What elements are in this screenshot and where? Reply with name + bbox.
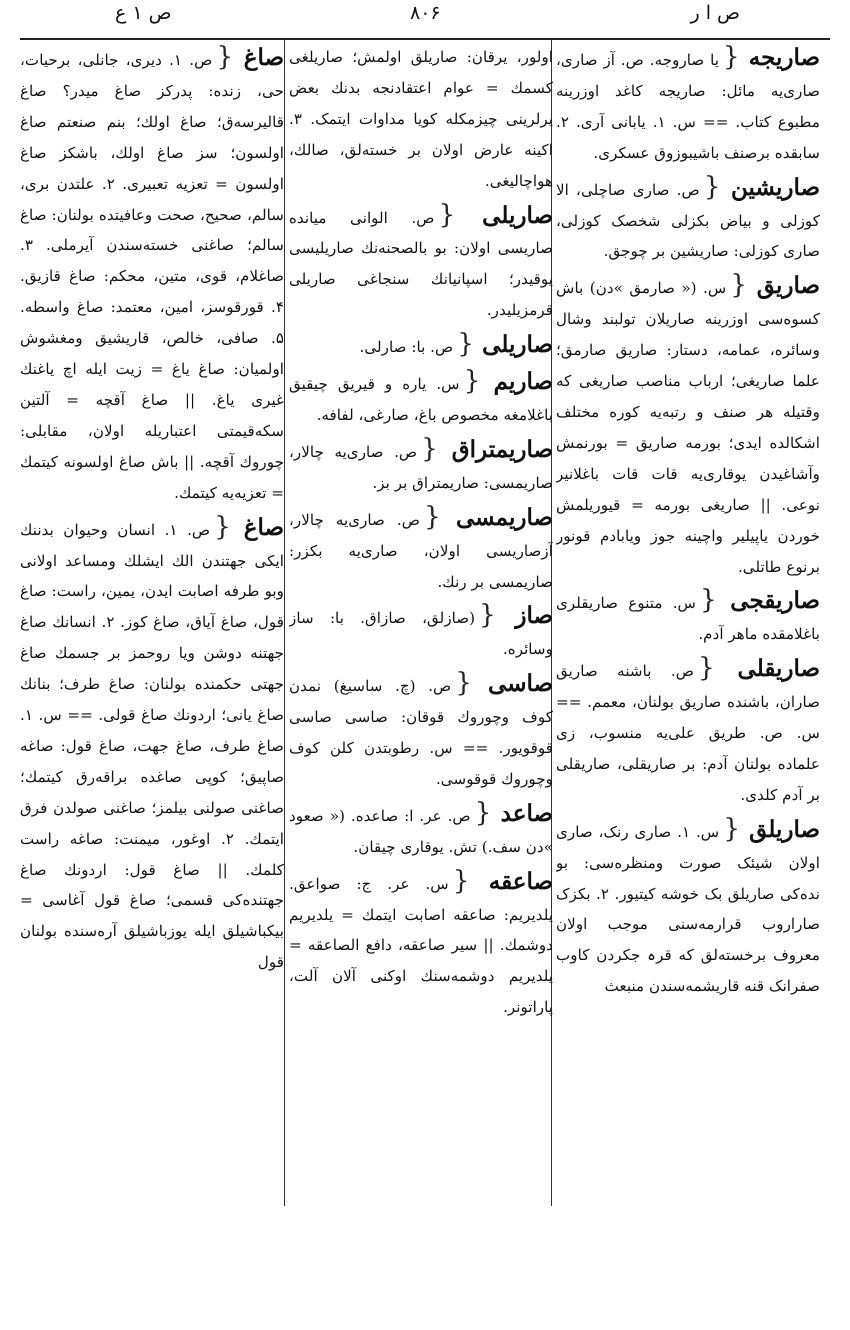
entry-headword: صاغ { (214, 514, 284, 541)
entry-headword: صاریلق { (723, 816, 820, 843)
entry-headword: صاریمتراق { (421, 436, 553, 463)
dictionary-entry (289, 366, 553, 431)
entry-headword: صاریم { (464, 368, 553, 395)
column-left (20, 42, 284, 1204)
page-number: ۸۰۶ (410, 2, 441, 24)
dictionary-entry (289, 668, 553, 795)
dictionary-entry (289, 200, 553, 327)
entry-headword: صاغ { (217, 44, 284, 71)
entry-definition: ص. عر. ا: صاعده. (« صعود »دن سف.) تش. یوقاری چیقان. (289, 806, 553, 856)
entry-definition: ص. (چ. ساسیغ) نمدن کوف وچوروك قوقان: صاسی صاسی قوقویور. == س. رطوبتدن کلن کوف وچوروك قوقوسی. (289, 677, 553, 788)
dictionary-entry (20, 42, 284, 509)
entry-definition: س. عر. ج: صواعق. یلدیریم: صاعقه اصابت ایتمك = یلدیریم دوشمك. || سیر صاعقه، دافع الصاعقه = یلدیریم دوشمه‌سنك اوکنی آلان آلت، پاراتونر. (289, 874, 553, 1017)
entry-definition: ص. صاری‌یه چالار، صاریمسی: صاریمتراق بر بز. (289, 442, 553, 492)
header-left-guideword: ص ۱ ع (115, 2, 172, 24)
column-divider-left (284, 40, 285, 1206)
entry-headword: صاسی { (455, 670, 553, 697)
dictionary-entry (556, 585, 820, 650)
dictionary-entry (556, 270, 820, 582)
dictionary-entry (289, 42, 553, 197)
dictionary-entry (289, 798, 553, 863)
entry-definition: ص. صاری‌یه چالار، آزصاریسی اولان، صاری‌یه بکزر: صاریمسی بر رنك. (289, 510, 553, 591)
column-middle (289, 42, 553, 1204)
dictionary-entry (556, 42, 820, 169)
entry-headword: صاریق { (730, 272, 820, 299)
entry-headword: صاریجه { (723, 44, 820, 71)
entry-headword: صاریمسی { (424, 504, 553, 531)
entry-definition: س. یاره و قیریق چیقیق باغلامغه مخصوص باغ، صارغی، لفافه. (289, 375, 553, 424)
entry-headword: صاعد { (475, 800, 553, 827)
dictionary-entry (289, 329, 553, 363)
dictionary-entry (556, 814, 820, 1002)
entry-headword: صاریشین { (704, 174, 820, 201)
entry-definition: یا صاروجه. ص. آز صاری، صاری‌یه مائل: صاریجه کاغد اوزرینه مطبوع کتاب. == س. ۱. یابانی آری. ۲. سابقده برصنف باشیبوزوق عسکری. (556, 51, 820, 162)
dictionary-entry (289, 434, 553, 499)
dictionary-entry (289, 502, 553, 598)
entry-headword: صاریلی { (457, 331, 553, 358)
entry-definition: ص. ۱. انسان وحیوان بدننك ایکی جهتندن الك ایشلك ومساعد اولانی وبو طرفه اصابت ایدن، یمین، راست: صاغ قول، صاغ آیاق، صاغ کوز. ۲. انسانك صاغ جهتنه دوشن ویا روحمز بر جسمك صاغ جهتی حکمنده بولنان: صاغ طرف؛ بنانك صاغ یانی؛ اردونك صاغ قولی. == س. ۱. صاغ طرف، صاغ جهت، صاغ قول: صاغه صاپیق؛ کوپی صاغده براقه‌رق کیتمك؛ صاغنی صولنی بیلمز؛ صاغنی صولدن فرق ایتمك. ۲. اوغور، میمنت: صاغه راست کلمك. || صاغ قول: اردونك صاغ جهتنده‌کی قسمی؛ صاغ قول آغاسی = بیکباشیلق ایله یوزباشیلق آره‌سنده بولنان قول (20, 520, 284, 972)
entry-definition: س. (« صارمق »دن) باش کسوه‌سی اوزرینه صاریلان تولبند وشال وسائره، عمامه، دستار: صاریق صارمق؛ علما صاریغی؛ ارباب مناصب صاریغی که وقتیله هر صنف و رتبه‌یه کوره مختلف اشکالده ایدی؛ بورمه صاریق = بورنمش وآشاغیدن یوقاری‌یه قات قات باغلانیر نوعی. || صاریغی بورمه = قیوریلمش خوردن یاپیلیر واچینه جوز ویابادم قونور برنوع طاتلی. (556, 279, 820, 576)
dictionary-entry (556, 172, 820, 268)
entry-definition: ص. الوانی میانده صاریسی اولان: بو بالصحنه‌نك صاریلیسی یوقیدر؛ اسپانیانك سنجاغی صاریلی قرمزیلیدر. (289, 208, 553, 320)
entry-definition: ص. با: صارلی. (359, 338, 454, 357)
entry-definition: ص. ۱. دیری، جانلی، برحیات، حی، زنده: پدرکز صاغ میدر؟ صاغ قالیرسه‌ق؛ صاغ اولك؛ بنم صنعتم صاغ اولسون؛ سز صاغ اولك، باشکز صاغ اولسون = تعزیه تعبیری. ۲. علتدن بری، سالم، صحیح، صحت وعافیتده بولنان: صاغ سالم؛ صاغنی خسته‌سندن آیرملی. ۳. صاغلام، قوی، متین، محکم: صاغ قازیق. ۴. قورقوسز، امین، معتمد: صاغ واسطه. ۵. صافی، خالص، قاریشیق ومغشوش اولمیان: صاغ یاغ = زیت ایله اچ یاغنك غیری یاغ. || صاغ آقچه = آلتین سکه‌قیمتی اعتباریله اولان، مقابلی: چوروك آقچه. || باش صاغ اولسونه کیتمك = تعزیه‌یه کیتمك. (20, 51, 284, 502)
entry-definition: ص. صاری صاچلی، الا کوزلی و بیاض بکزلی شخصک کوزلی، صاری کوزلی: صاریشین بر چوجق. (556, 180, 820, 261)
entry-definition: س. متنوع صاریقلری باغلامقده ماهر آدم. (556, 594, 820, 644)
entry-headword: صاریقلی { (698, 655, 820, 682)
entry-headword: صاریقجی { (700, 587, 820, 614)
entry-headword: صاریلی { (439, 202, 553, 229)
column-right (556, 42, 820, 1204)
header-right-guideword: ص ا ر (690, 2, 740, 24)
entry-definition: ص. باشنه صاریق صاران، باشنده صاریق بولنان، معمم. == س. ص. طریق علی‌یه منسوب، زی علماده بولنان آدم: بر صاریقلی، صاریقلی بر آدم کلدی. (556, 662, 820, 804)
entry-headword: صاعقه { (453, 868, 553, 895)
entry-headword: صاز { (479, 602, 553, 629)
dictionary-entry (556, 653, 820, 811)
dictionary-entry (289, 600, 553, 665)
dictionary-entry (20, 512, 284, 979)
dictionary-entry (289, 866, 553, 1024)
entry-definition: س. ۱. صاری رنک، صاری اولان شیئک صورت ومنظره‌سی: بو نده‌کی صاریلق بک خوشه کیتیور. ۲. بکزک صاراروب قرارمه‌سنی موجب اولان معروف برخسته‌لق که قرہ جکردن کاوب صفرانک قنه قاریشمه‌سندن منبعث (556, 822, 820, 996)
entry-definition: (صازلق، صازاق. با: ساز وسائره. (289, 609, 553, 659)
page-header (20, 0, 830, 40)
entry-definition: اولور، یرقان: صاریلق اولمش؛ صاریلغی کسمك = عوام اعتقادنجه بدنك بعض یرلرینی چیزمکله کویا مداوات ایتمک. ۳. اکینه عارض اولان بر خسته‌لق، صالك، هواچالیغی. (289, 48, 553, 190)
